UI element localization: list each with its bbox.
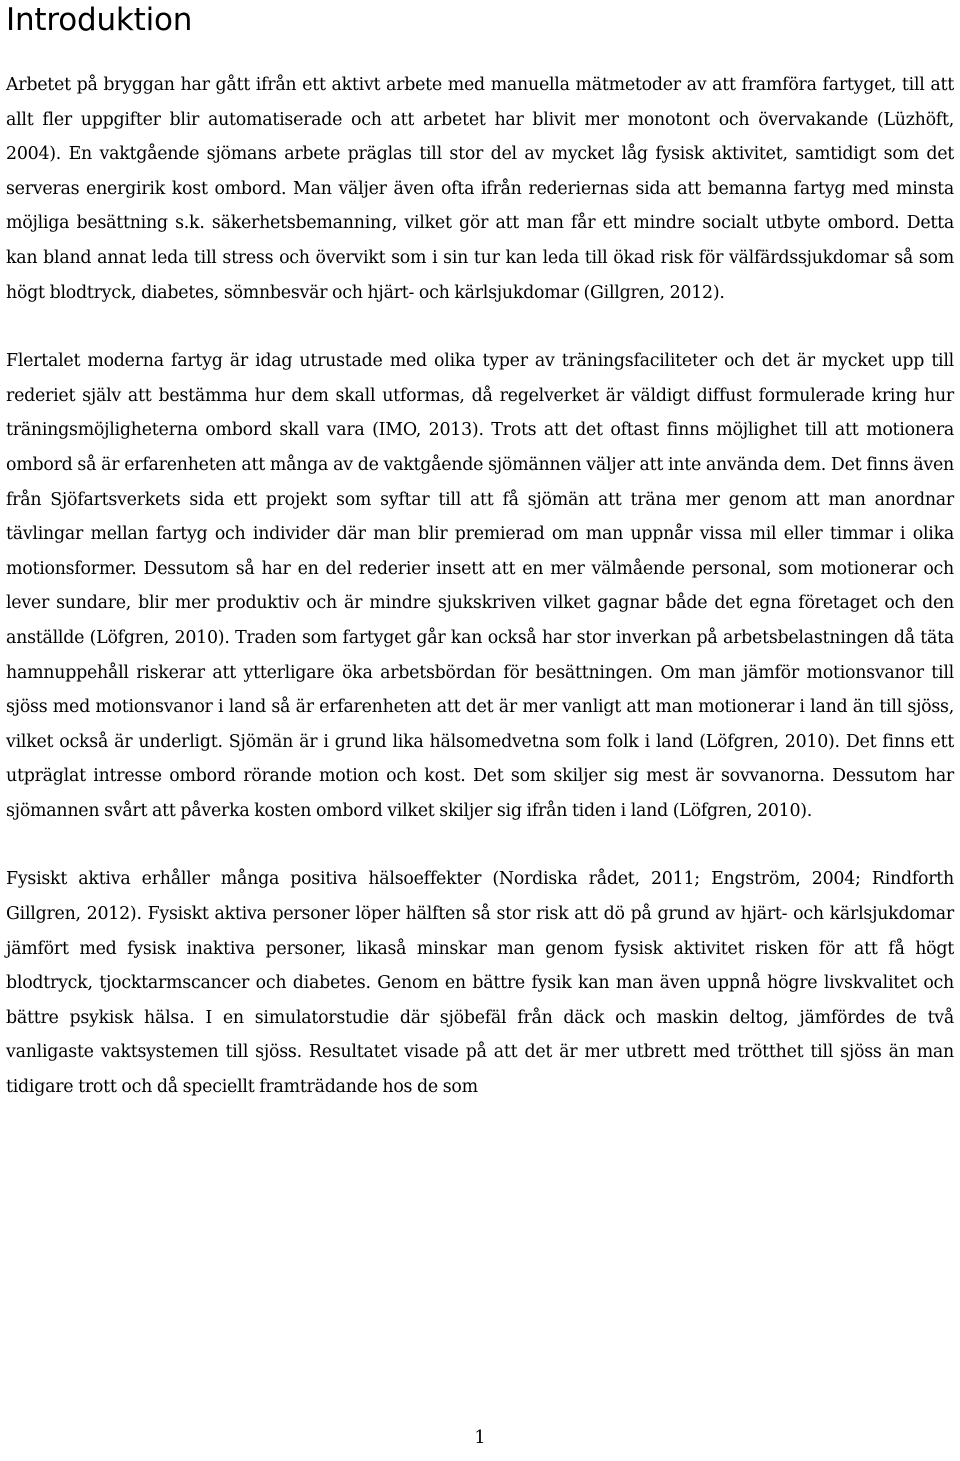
body-text (6, 68, 954, 1105)
paragraph-1: Arbetet på bryggan har gått ifrån ett aktivt arbete med manuella mätmetoder av att framföra fartyget, till att allt fler uppgifter blir automatiserade och att arbetet har blivit mer monotont och övervakande (Lüzhöft, 2004). En vaktgående sjömans arbete präglas till stor del av mycket låg fysisk aktivitet, samtidigt som det serveras energirik kost ombord. Man väljer även ofta ifrån rederiernas sida att bemanna fartyg med minsta möjliga besättning s.k. säkerhetsbemanning, vilket gör att man får ett mindre socialt utbyte ombord. Detta kan bland annat leda till stress och övervikt som i sin tur kan leda till ökad risk för välfärdssjukdomar så som högt blodtryck, diabetes, sömnbesvär och hjärt- och kärlsjukdomar (Gillgren, 2012). (6, 75, 954, 303)
document-page (6, 0, 954, 1105)
paragraph-2: Flertalet moderna fartyg är idag utrustade med olika typer av träningsfaciliteter och det är mycket upp till rederiet själv att bestämma hur dem skall utformas, då regelverket är väldigt diffust formulerade kring hur träningsmöjligheterna ombord skall vara (IMO, 2013). Trots att det oftast finns möjlighet till att motionera ombord så är erfarenheten att många av de vaktgående sjömännen väljer att inte använda dem. Det finns även från Sjöfartsverkets sida ett projekt som syftar till att få sjömän att träna mer genom att man anordnar tävlingar mellan fartyg och individer där man blir premierad om man uppnår vissa mil eller timmar i olika motionsformer. Dessutom så har en del rederier insett att en mer välmående personal, som motionerar och lever sundare, blir mer produktiv och är mindre sjukskriven vilket gagnar både det egna företaget och den anställde (Löfgren, 2010). Traden som fartyget går kan också har stor inverkan på arbetsbelastningen då täta hamnuppehåll riskerar att ytterligare öka arbetsbördan för besättningen. Om man jämför motionsvanor till sjöss med motionsvanor i land så är erfarenheten att det är mer vanligt att man motionerar i land än till sjöss, vilket också är underligt. Sjömän är i grund lika hälsomedvetna som folk i land (Löfgren, 2010). Det finns ett utpräglat intresse ombord rörande motion och kost. Det som skiljer sig mest är sovvanorna. Dessutom har sjömannen svårt att påverka kosten ombord vilket skiljer sig ifrån tiden i land (Löfgren, 2010). (6, 351, 954, 821)
page-number: 1 (474, 1427, 486, 1448)
section-heading: Introduktion (6, 2, 193, 38)
paragraph-3: Fysiskt aktiva erhåller många positiva hälsoeffekter (Nordiska rådet, 2011; Engström, 2004; Rindforth Gillgren, 2012). Fysiskt aktiva personer löper hälften så stor risk att dö på grund av hjärt- och kärlsjukdomar jämfört med fysisk inaktiva personer, likaså minskar man genom fysisk aktivitet risken för att få högt blodtryck, tjocktarmscancer och diabetes. Genom en bättre fysik kan man även uppnå högre livskvalitet och bättre psykisk hälsa. I en simulatorstudie där sjöbefäl från däck och maskin deltog, jämfördes de två vanligaste vaktsystemen till sjöss. Resultatet visade på att det är mer utbrett med trötthet till sjöss än man tidigare trott och då speciellt framträdande hos de som (6, 869, 954, 1098)
